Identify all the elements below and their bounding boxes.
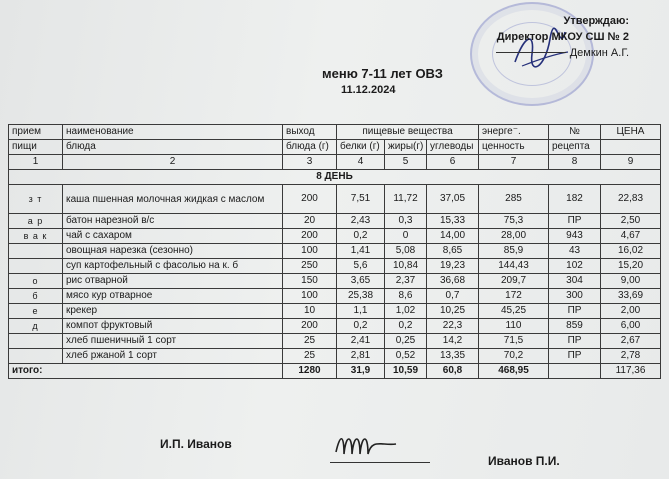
col-number: 7 [479,155,549,170]
col-head-nutrients: пищевые вещества [337,125,479,140]
dish-carb: 19,23 [427,259,479,274]
signer-right: Иванов П.И. [488,454,560,468]
header-row-2 [9,140,661,155]
header-row-1 [9,125,661,140]
dish-name: суп картофельный с фасолью на к. б [63,259,283,274]
dish-recipe: 304 [549,274,601,289]
total-energy: 468,95 [479,364,549,379]
dish-fat: 11,72 [385,185,427,214]
total-carb: 60,8 [427,364,479,379]
column-number-row [9,155,661,170]
table-row [9,214,661,229]
signature-line [330,462,430,463]
dish-output: 100 [283,244,337,259]
dish-protein: 25,38 [337,289,385,304]
meal-label-lunch-blank [9,349,63,364]
table-row [9,185,661,214]
dish-fat: 0,3 [385,214,427,229]
col-head-carb: углеводы [427,140,479,155]
dish-protein: 2,41 [337,334,385,349]
dish-price: 9,00 [601,274,661,289]
dish-protein: 5,6 [337,259,385,274]
dish-name: чай с сахаром [63,229,283,244]
total-fat: 10,59 [385,364,427,379]
total-row [9,364,661,379]
dish-price: 16,02 [601,244,661,259]
day-row [9,170,661,185]
dish-name: мясо кур отварное [63,289,283,304]
col-number: 3 [283,155,337,170]
menu-table [8,124,661,379]
col-head-number: № [549,125,601,140]
table-row [9,229,661,244]
dish-fat: 10,84 [385,259,427,274]
dish-output: 100 [283,289,337,304]
col-head-name: наименование [63,125,283,140]
dish-output: 200 [283,185,337,214]
dish-price: 15,20 [601,259,661,274]
col-number: 8 [549,155,601,170]
dish-carb: 37,05 [427,185,479,214]
dish-output: 10 [283,304,337,319]
dish-energy: 75,3 [479,214,549,229]
dish-carb: 14,00 [427,229,479,244]
meal-label-lunch-blank [9,244,63,259]
total-recipe-blank [549,364,601,379]
col-head-recipe: рецепта [549,140,601,155]
col-head-output: выход [283,125,337,140]
dish-recipe: ПР [549,334,601,349]
dish-carb: 15,33 [427,214,479,229]
dish-energy: 285 [479,185,549,214]
dish-energy: 172 [479,289,549,304]
director-name: Демкин А.Г. [569,47,629,59]
dish-recipe: 943 [549,229,601,244]
dish-price: 2,67 [601,334,661,349]
signer-left: И.П. Иванов [160,437,232,451]
dish-protein: 1,41 [337,244,385,259]
dish-recipe: 102 [549,259,601,274]
dish-name: компот фруктовый [63,319,283,334]
dish-price: 2,78 [601,349,661,364]
dish-energy: 28,00 [479,229,549,244]
col-head-fat: жиры(г) [385,140,427,155]
col-number: 9 [601,155,661,170]
day-label: 8 ДЕНЬ [9,170,661,185]
col-head-output-2: блюда (г) [283,140,337,155]
dish-recipe: 43 [549,244,601,259]
dish-protein: 2,81 [337,349,385,364]
dish-name: каша пшенная молочная жидкая с маслом [63,185,283,214]
dish-fat: 5,08 [385,244,427,259]
col-number: 1 [9,155,63,170]
dish-energy: 110 [479,319,549,334]
dish-name: крекер [63,304,283,319]
meal-label-lunch: д [9,319,63,334]
table-row [9,274,661,289]
dish-protein: 0,2 [337,319,385,334]
meal-label-breakfast: в а к [9,229,63,244]
dish-protein: 1,1 [337,304,385,319]
col-head-name-2: блюда [63,140,283,155]
dish-name: овощная нарезка (сезонно) [63,244,283,259]
col-head-energy: энерге⁻. [479,125,549,140]
col-number: 5 [385,155,427,170]
dish-carb: 8,65 [427,244,479,259]
dish-output: 200 [283,319,337,334]
dish-fat: 0,52 [385,349,427,364]
dish-output: 25 [283,349,337,364]
dish-carb: 36,68 [427,274,479,289]
page-title: меню 7-11 лет ОВЗ [322,66,443,81]
dish-price: 2,50 [601,214,661,229]
director-title: Директор МКОУ СШ № 2 [496,31,629,43]
dish-output: 20 [283,214,337,229]
table-row [9,304,661,319]
dish-price: 22,83 [601,185,661,214]
dish-energy: 209,7 [479,274,549,289]
dish-carb: 10,25 [427,304,479,319]
dish-name: хлеб пшеничный 1 сорт [63,334,283,349]
dish-name: батон нарезной в/с [63,214,283,229]
dish-recipe: ПР [549,304,601,319]
col-number: 4 [337,155,385,170]
dish-carb: 13,35 [427,349,479,364]
dish-protein: 7,51 [337,185,385,214]
col-number: 6 [427,155,479,170]
dish-energy: 71,5 [479,334,549,349]
dish-energy: 70,2 [479,349,549,364]
dish-energy: 85,9 [479,244,549,259]
table-row [9,289,661,304]
table-row [9,244,661,259]
total-label: итого: [9,364,283,379]
dish-fat: 0,25 [385,334,427,349]
meal-label-lunch-blank [9,334,63,349]
dish-recipe: 859 [549,319,601,334]
meal-label-lunch: о [9,274,63,289]
dish-name: рис отварной [63,274,283,289]
dish-protein: 2,43 [337,214,385,229]
total-price: 117,36 [601,364,661,379]
col-head-meal-2: пищи [9,140,63,155]
table-row [9,349,661,364]
dish-carb: 14,2 [427,334,479,349]
bottom-signature [332,428,432,464]
col-head-protein: белки (г) [337,140,385,155]
meal-label-lunch: б [9,289,63,304]
dish-energy: 144,43 [479,259,549,274]
approval-block [496,14,629,61]
meal-label-lunch-blank [9,259,63,274]
dish-protein: 0,2 [337,229,385,244]
approve-label: Утверждаю: [563,15,629,27]
dish-protein: 3,65 [337,274,385,289]
col-head-price-2 [601,140,661,155]
dish-recipe: ПР [549,349,601,364]
dish-output: 250 [283,259,337,274]
dish-carb: 0,7 [427,289,479,304]
total-protein: 31,9 [337,364,385,379]
dish-output: 25 [283,334,337,349]
dish-price: 2,00 [601,304,661,319]
dish-recipe: 300 [549,289,601,304]
dish-energy: 45,25 [479,304,549,319]
total-output: 1280 [283,364,337,379]
col-number: 2 [63,155,283,170]
col-head-energy-2: ценность [479,140,549,155]
dish-carb: 22,3 [427,319,479,334]
dish-recipe: 182 [549,185,601,214]
dish-recipe: ПР [549,214,601,229]
meal-label-breakfast: з т [9,185,63,214]
meal-label-lunch: е [9,304,63,319]
col-head-price: ЦЕНА [601,125,661,140]
menu-date: 11.12.2024 [341,84,396,96]
table-row [9,259,661,274]
col-head-meal: прием [9,125,63,140]
dish-fat: 0 [385,229,427,244]
meal-label-breakfast: а р [9,214,63,229]
dish-output: 200 [283,229,337,244]
dish-fat: 1,02 [385,304,427,319]
dish-name: хлеб ржаной 1 сорт [63,349,283,364]
dish-fat: 2,37 [385,274,427,289]
table-row [9,319,661,334]
dish-output: 150 [283,274,337,289]
dish-fat: 8,6 [385,289,427,304]
dish-price: 33,69 [601,289,661,304]
dish-price: 6,00 [601,319,661,334]
dish-price: 4,67 [601,229,661,244]
dish-fat: 0,2 [385,319,427,334]
table-row [9,334,661,349]
